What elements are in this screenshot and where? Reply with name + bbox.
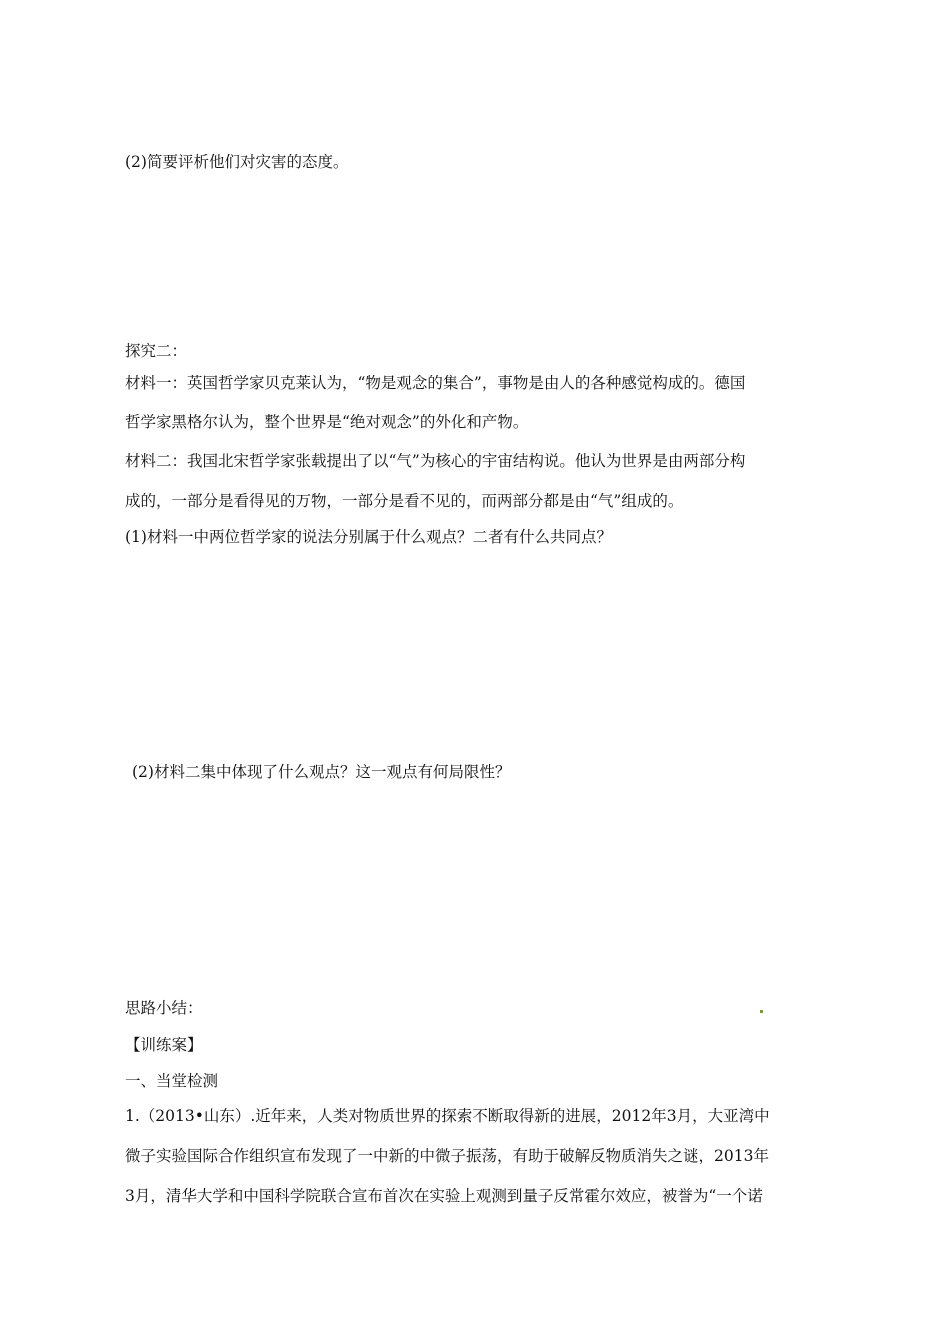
material-2-line-1: 材料二：我国北宋哲学家张载提出了以“气”为核心的宇宙结构说。他认为世界是由两部分构 [125,452,746,470]
material-2-line-2: 成的，一部分是看得见的万物，一部分是看不见的，而两部分都是由“气”组成的。 [125,492,684,510]
training-heading: 【训练案】 [125,1036,203,1054]
problem-1-line-3: 3月，清华大学和中国科学院联合宣布首次在实验上观测到量子反常霍尔效应，被誉为“一个诺 [125,1187,763,1205]
material-1-line-2: 哲学家黑格尔认为，整个世界是“绝对观念”的外化和产物。 [125,413,529,431]
explore-2-heading: 探究二： [125,342,188,360]
material-1-line-1: 材料一：英国哲学家贝克莱认为，“物是观念的集合”，事物是由人的各种感觉构成的。德国 [125,374,746,392]
question-2-material-2: (2)材料二集中体现了什么观点？这一观点有何局限性？ [132,763,511,781]
decorative-dot [760,1010,763,1013]
question-2-attitude: (2)简要评析他们对灾害的态度。 [125,153,349,171]
question-1-material-1: (1)材料一中两位哲学家的说法分别属于什么观点？二者有什么共同点？ [125,528,612,546]
problem-1-line-1: 1.（2013•山东）.近年来，人类对物质世界的探索不断取得新的进展，2012年3月，大亚湾中 [125,1107,770,1125]
summary-label: 思路小结： [125,999,203,1017]
section-1-heading: 一、当堂检测 [125,1072,219,1090]
problem-1-line-2: 微子实验国际合作组织宣布发现了一中新的中微子振荡，有助于破解反物质消失之谜，2013年 [125,1147,769,1165]
